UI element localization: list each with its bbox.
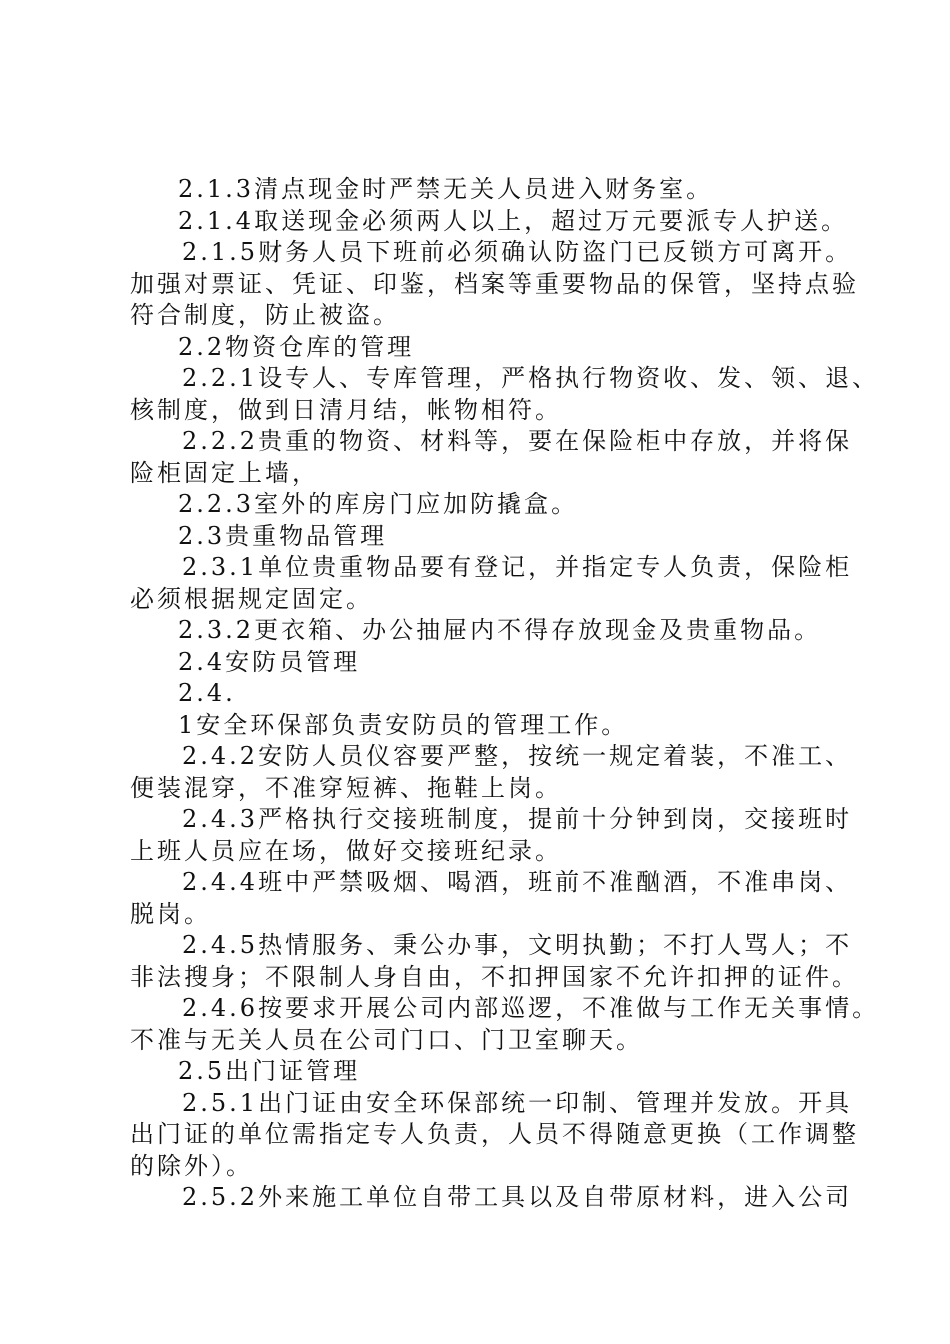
- document-line: 加强对票证、凭证、印鉴，档案等重要物品的保管，坚持点验: [130, 269, 859, 298]
- document-line: 的除外）。: [130, 1151, 253, 1180]
- document-line: 2.4.6按要求开展公司内部巡逻，不准做与工作无关事情。: [182, 994, 880, 1022]
- document-line: 1安全环保部负责安防员的管理工作。: [178, 710, 629, 739]
- document-line: 2.5出门证管理: [178, 1057, 361, 1085]
- document-line: 2.3.2更衣箱、办公抽屉内不得存放现金及贵重物品。: [178, 616, 822, 644]
- document-line: 不准与无关人员在公司门口、门卫室聊天。: [130, 1025, 643, 1054]
- document-line: 必须根据规定固定。: [130, 584, 373, 613]
- document-line: 2.4.3严格执行交接班制度，提前十分钟到岗，交接班时: [182, 805, 853, 833]
- document-line: 险柜固定上墙，: [130, 458, 319, 487]
- document-line: 2.5.2外来施工单位自带工具以及自带原材料，进入公司: [182, 1183, 853, 1211]
- document-line: 2.1.5财务人员下班前必须确认防盗门已反锁方可离开。: [182, 238, 853, 266]
- document-line: 2.4.: [178, 679, 236, 707]
- document-line: 2.4.4班中严禁吸烟、喝酒，班前不准酗酒，不准串岗、: [182, 868, 853, 896]
- document-line: 2.4安防员管理: [178, 647, 361, 676]
- document-line: 上班人员应在场，做好交接班纪录。: [130, 836, 562, 865]
- document-line: 脱岗。: [130, 899, 211, 928]
- document-line: 2.2.2贵重的物资、材料等，要在保险柜中存放，并将保: [182, 427, 853, 455]
- document-line: 符合制度，防止被盗。: [130, 301, 400, 329]
- document-line: 2.4.2安防人员仪容要严整，按统一规定着装，不准工、: [182, 742, 853, 770]
- document-line: 2.1.4取送现金必须两人以上，超过万元要派专人护送。: [178, 206, 849, 235]
- document-line: 便装混穿，不准穿短裤、拖鞋上岗。: [130, 773, 562, 802]
- document-line: 2.2.3室外的库房门应加防撬盒。: [178, 490, 579, 518]
- document-line: 2.5.1出门证由安全环保部统一印制、管理并发放。开具: [182, 1088, 853, 1117]
- document-body: [130, 174, 880, 1214]
- document-line: 2.1.3清点现金时严禁无关人员进入财务室。: [178, 175, 714, 203]
- document-line: 2.2物资仓库的管理: [178, 332, 415, 361]
- document-line: 2.2.1设专人、专库管理，严格执行物资收、发、领、退、: [182, 364, 880, 392]
- document-line: 2.3.1单位贵重物品要有登记，并指定专人负责，保险柜: [182, 553, 853, 581]
- document-line: 出门证的单位需指定专人负责，人员不得随意更换（工作调整: [130, 1120, 859, 1148]
- document-line: 2.4.5热情服务、秉公办事，文明执勤；不打人骂人；不: [182, 931, 853, 959]
- document-line: 非法搜身；不限制人身自由，不扣押国家不允许扣押的证件。: [130, 962, 859, 991]
- document-line: 核制度，做到日清月结，帐物相符。: [130, 395, 562, 424]
- document-line: 2.3贵重物品管理: [178, 521, 388, 550]
